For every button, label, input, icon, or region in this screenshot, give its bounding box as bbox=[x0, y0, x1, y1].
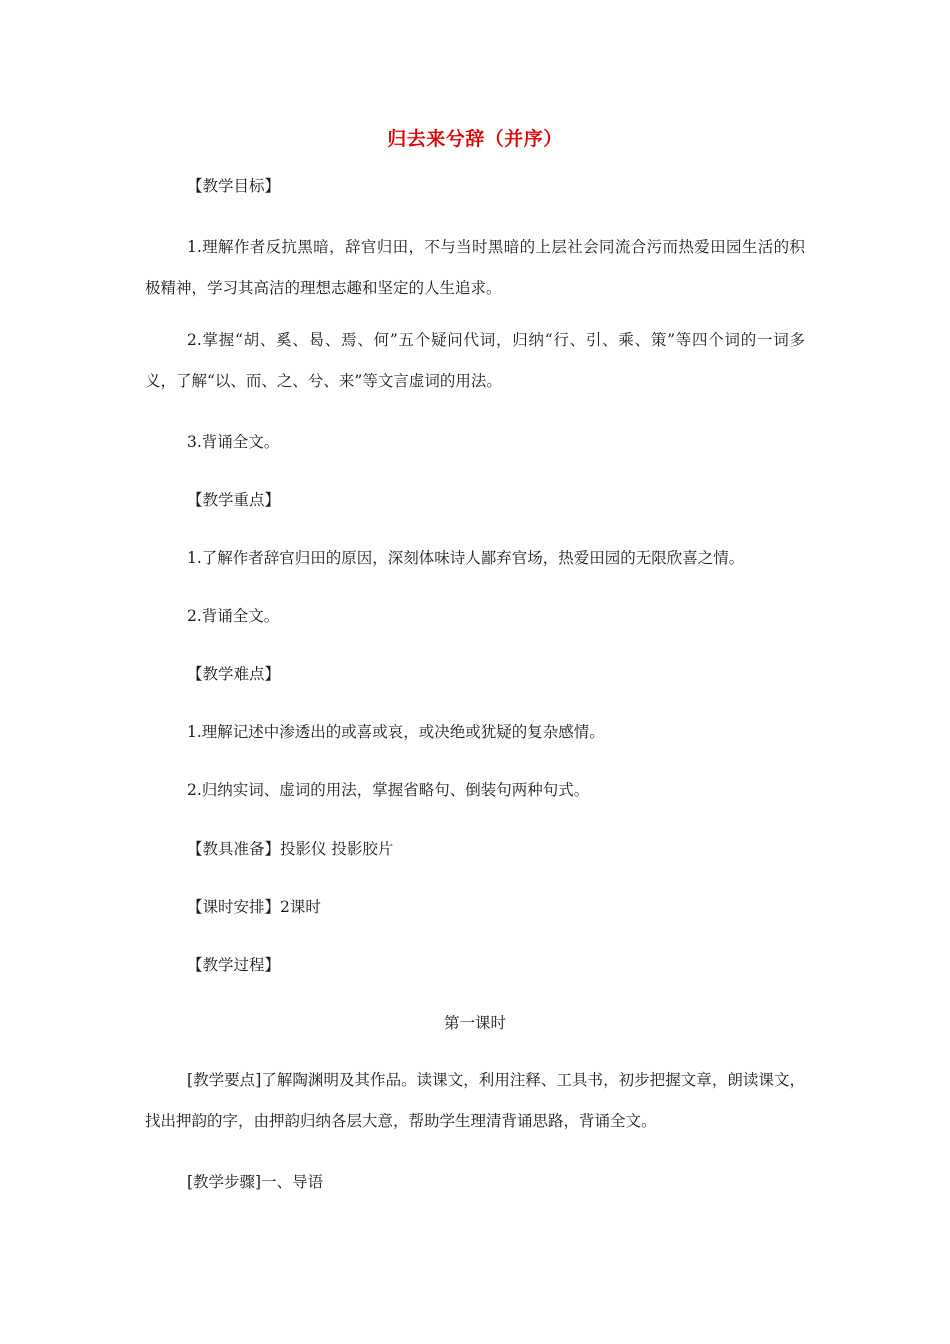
lesson-1-steps: [教学步骤]一、导语 bbox=[187, 1173, 324, 1191]
key-point-2: 2.背诵全文。 bbox=[187, 607, 280, 625]
goal-item-1: 1.理解作者反抗黑暗，辞官归田，不与当时黑暗的上层社会同流合污而热爱田园生活的积极精神，学习其高洁的理想志趣和坚定的人生追求。 bbox=[145, 238, 805, 297]
key-points-heading: 【教学重点】 bbox=[187, 491, 281, 509]
difficulty-1: 1.理解记述中渗透出的或喜或哀，或决绝或犹疑的复杂感情。 bbox=[187, 723, 605, 741]
goal-item-3: 3.背诵全文。 bbox=[187, 433, 280, 451]
key-point-1: 1.了解作者辞官归田的原因，深刻体味诗人鄙弃官场，热爱田园的无限欣喜之情。 bbox=[187, 549, 745, 567]
process-heading: 【教学过程】 bbox=[187, 956, 281, 974]
lesson-1-heading: 第一课时 bbox=[443, 1014, 506, 1032]
document-title: 归去来兮辞（并序） bbox=[387, 128, 563, 150]
goals-heading: 【教学目标】 bbox=[187, 177, 281, 195]
difficulty-2: 2.归纳实词、虚词的用法，掌握省略句、倒装句两种句式。 bbox=[187, 781, 590, 799]
goal-item-2: 2.掌握“胡、奚、曷、焉、何”五个疑问代词，归纳“行、引、乘、策”等四个词的一词多义，了解“以、而、之、兮、来”等文言虚词的用法。 bbox=[145, 331, 805, 390]
lesson-1-key-points: [教学要点]了解陶渊明及其作品。读课文，利用注释、工具书，初步把握文章，朗读课文，找出押韵的字，由押韵归纳各层大意，帮助学生理清背诵思路，背诵全文。 bbox=[145, 1071, 805, 1130]
difficulties-heading: 【教学难点】 bbox=[187, 665, 281, 683]
lesson-schedule: 【课时安排】2课时 bbox=[187, 898, 321, 916]
teaching-tools: 【教具准备】投影仪 投影胶片 bbox=[187, 840, 394, 858]
